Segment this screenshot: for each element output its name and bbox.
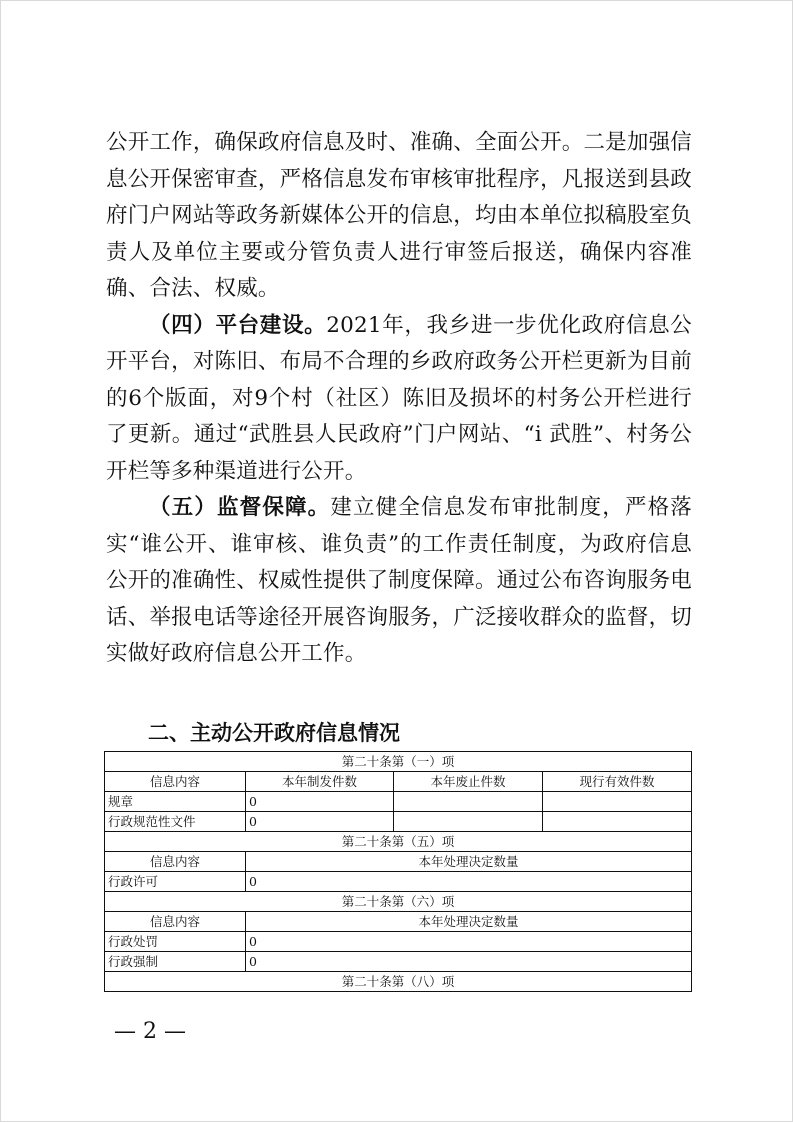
paragraph-supervision	[106, 490, 692, 673]
table-section-title-row	[105, 752, 692, 772]
table-row	[105, 952, 692, 972]
row-value	[543, 812, 692, 832]
row-value: 0	[246, 792, 394, 812]
paragraph-platform-construction	[106, 308, 692, 491]
header-decision-count: 本年处理决定数量	[246, 852, 692, 872]
table-row	[105, 792, 692, 812]
text-supervision: 建立健全信息发布审批制度，严格落实“谁公开、谁审核、谁负责”的工作责任制度，为政府信息公开的准确性、权威性提供了制度保障。通过公布咨询服务电话、举报电话等途径开展咨询服务，广泛接收群众的监督，切实做好政府信息公开工作。	[106, 495, 692, 666]
row-label: 行政强制	[105, 952, 246, 972]
table-section-title-row	[105, 832, 692, 852]
header-abolished-count: 本年废止件数	[394, 772, 543, 792]
row-value: 0	[246, 872, 692, 892]
row-label: 规章	[105, 792, 246, 812]
row-label: 行政许可	[105, 872, 246, 892]
section-title-article20-1: 第二十条第（一）项	[105, 752, 692, 772]
table-header-row	[105, 912, 692, 932]
header-decision-count: 本年处理决定数量	[246, 912, 692, 932]
row-label: 行政规范性文件	[105, 812, 246, 832]
table-row	[105, 932, 692, 952]
table-section-title-row	[105, 972, 692, 992]
section-title-article20-5: 第二十条第（五）项	[105, 832, 692, 852]
header-valid-count: 现行有效件数	[543, 772, 692, 792]
header-info-content: 信息内容	[105, 852, 246, 872]
row-value: 0	[246, 952, 692, 972]
header-info-content: 信息内容	[105, 772, 246, 792]
table-header-row	[105, 852, 692, 872]
row-value	[543, 792, 692, 812]
section-heading: 二、主动公开政府信息情况	[148, 721, 400, 745]
body-text	[106, 125, 692, 673]
row-value	[394, 792, 543, 812]
page-number: — 2 —	[114, 1019, 186, 1044]
heading-platform-construction: （四）平台建设。	[149, 312, 327, 338]
text-platform-construction: 2021年，我乡进一步优化政府信息公开平台，对陈旧、布局不合理的乡政府政务公开栏更新为目前的6个版面，对9个村（社区）陈旧及损坏的村务公开栏进行了更新。通过“武胜县人民政府”门户网站、“i 武胜”、村务公开栏等多种渠道进行公开。	[106, 312, 692, 484]
row-value: 0	[246, 932, 692, 952]
heading-supervision: （五）监督保障。	[149, 495, 331, 520]
row-value: 0	[246, 812, 394, 832]
info-disclosure-table	[104, 751, 692, 992]
section-title-article20-8: 第二十条第（八）项	[105, 972, 692, 992]
row-value	[394, 812, 543, 832]
table-row	[105, 812, 692, 832]
header-issued-count: 本年制发件数	[246, 772, 394, 792]
section-title-article20-6: 第二十条第（六）项	[105, 892, 692, 912]
paragraph-1: 公开工作，确保政府信息及时、准确、全面公开。二是加强信息公开保密审查，严格信息发布审核审批程序，凡报送到县政府门户网站等政务新媒体公开的信息，均由本单位拟稿股室负责人及单位主要或分管负责人进行审签后报送，确保内容准确、合法、权威。	[106, 130, 692, 301]
table-section-title-row	[105, 892, 692, 912]
header-info-content: 信息内容	[105, 912, 246, 932]
table-header-row	[105, 772, 692, 792]
table-row	[105, 872, 692, 892]
row-label: 行政处罚	[105, 932, 246, 952]
